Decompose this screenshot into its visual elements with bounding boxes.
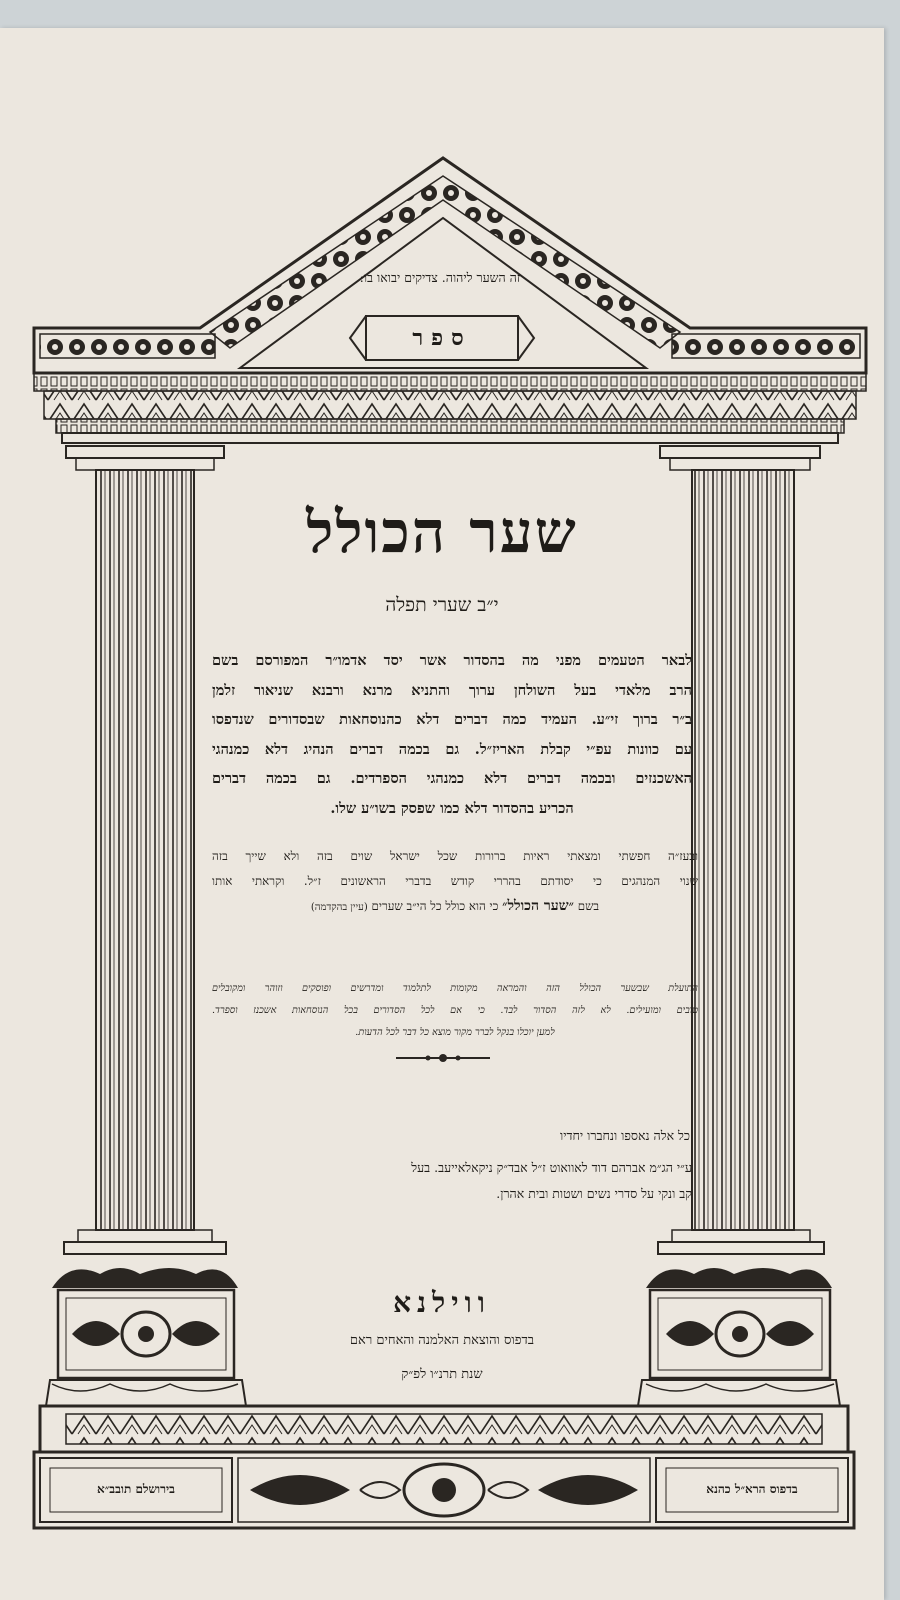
third-line: התועלת שבשער הכולל הזה והמראה מקומות לתלמוד ומדרשים ופוסקים וזוהר ומקובלים <box>212 983 698 994</box>
second-line: שנוי המנהגים כי יסודתם בהררי קודש בדברי הראשונים ז״ל. וקראתי אותו <box>212 874 698 888</box>
intro-line: לבאר הטעמים מפני מה בהסדור אשר יסד אדמו״ר המפורסם בשם <box>212 652 692 669</box>
second-pre: בשם <box>573 899 600 913</box>
imprint-city: ווילנא <box>393 1286 491 1319</box>
divider-ornament <box>396 1054 490 1062</box>
third-line: טובים ומועילים. לא לזה הסדור לבד. כי אם לכל הסדורים בכל הנוסחאות אשכנז וספרד. <box>212 1005 698 1016</box>
second-book-name: ״שער הכולל״ <box>502 898 574 914</box>
intro-line: הרב מלאדי בעל השולחן ערוך והתניא מרנא ורבנא שניאור זלמן <box>212 681 692 699</box>
intro-line: האשכנזים ובכמה דברים דלא כמנהגי הספרדים. גם בכמה דברים <box>212 770 692 787</box>
imprint-press: בדפוס והוצאת האלמנה והאחים ראם <box>349 1333 535 1348</box>
book-title: שער הכולל <box>306 498 578 566</box>
second-paragraph <box>212 844 698 920</box>
second-note: (עיין בהקדמה) <box>310 902 368 913</box>
intro-paragraph <box>212 646 692 823</box>
third-line: למען יוכלו בנקל לברר מקור מוצא כל דבר לכל הדעות. <box>355 1027 555 1038</box>
author-line2: ע״י הג״מ אברהם דוד לאוואוט ז״ל אבד״ק ניקאלאייעב. בעל <box>411 1160 692 1175</box>
third-paragraph <box>212 978 698 1044</box>
author-line1: כל אלה נאספו ונחברו יחדיו <box>560 1128 690 1143</box>
base-frieze <box>34 1406 854 1528</box>
second-line: ובעז״ה חפשתי ומצאתי ראיות ברורות שכל ישראל שוים בזה ולא שייך בזה <box>212 849 698 863</box>
intro-line: ב״ר ברוך זי״ע. העמיד כמה דברים דלא כהנוסחאות שבסדורים שנדפסו <box>212 711 692 728</box>
stamp-left: בירושלם תובב״א <box>97 1482 175 1496</box>
left-column <box>46 446 246 1406</box>
right-column <box>638 446 840 1406</box>
intro-line: עם כוונות עפ״י קבלת האריז״ל. גם בכמה דברים הנהיג דלא כמנהגי <box>212 740 692 758</box>
imprint-year: שנת תרנ״ו לפ״ק <box>401 1367 483 1382</box>
second-line-last <box>212 894 698 920</box>
intro-line: הכריע בהסדור דלא כמו שפסק בשו״ע שלו. <box>330 799 574 817</box>
second-post: כי הוא כולל כל הי״ב שערים <box>371 899 503 913</box>
pediment <box>34 158 866 443</box>
author-line3: קב ונקי על סדרי נשים ושטות ובית אהרן. <box>496 1186 692 1201</box>
sefer-label: ספר <box>412 325 472 351</box>
title-page <box>0 28 884 1600</box>
book-subtitle: י״ב שערי תפלה <box>385 594 499 616</box>
pediment-verse: זה השער ליהוה. צדיקים יבואו בו: <box>359 270 521 285</box>
stamp-right: בדפוס הרא״ל כהנא <box>706 1482 798 1496</box>
